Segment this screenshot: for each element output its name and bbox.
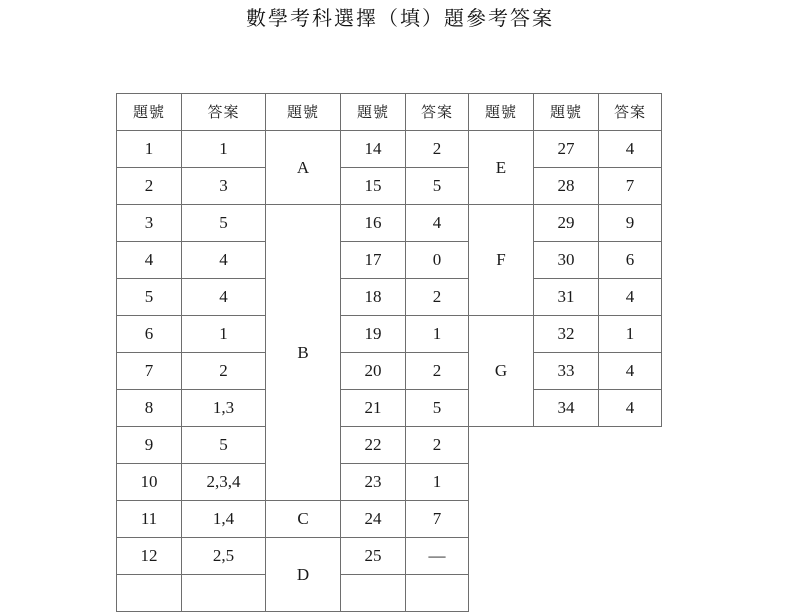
table-row [117,427,662,464]
group-label-b: B [266,205,341,501]
question-number: 25 [341,538,406,575]
answer-value [406,575,469,612]
question-number: 15 [341,168,406,205]
answer-value: 1,3 [182,390,266,427]
question-number [117,575,182,612]
header-answer: 答案 [182,94,266,131]
empty-area [469,464,662,501]
question-number: 2 [117,168,182,205]
answer-value: 4 [406,205,469,242]
answer-value: 2 [406,131,469,168]
group-label-c: C [266,501,341,538]
question-number: 9 [117,427,182,464]
page-title: 數學考科選擇（填）題參考答案 [246,6,554,30]
group-label-f: F [469,205,534,316]
answer-value: 2,5 [182,538,266,575]
table-row [117,464,662,501]
question-number: 30 [534,242,599,279]
question-number: 16 [341,205,406,242]
header-answer: 答案 [599,94,662,131]
question-number: 17 [341,242,406,279]
empty-area [469,427,662,464]
table-row [117,242,662,279]
answer-value: 1 [182,316,266,353]
answer-value [182,575,266,612]
empty-area [469,501,662,538]
answer-value: 2 [406,427,469,464]
question-number: 27 [534,131,599,168]
empty-area [469,575,662,612]
answer-value: 6 [599,242,662,279]
table-row [117,316,662,353]
answer-value: 2 [182,353,266,390]
question-number: 31 [534,279,599,316]
answer-value: 2,3,4 [182,464,266,501]
answer-value: 1,4 [182,501,266,538]
question-number: 3 [117,205,182,242]
answer-value: — [406,538,469,575]
question-number: 1 [117,131,182,168]
answer-value: 1 [406,464,469,501]
question-number: 4 [117,242,182,279]
question-number: 33 [534,353,599,390]
question-number: 12 [117,538,182,575]
answer-value: 2 [406,279,469,316]
question-number: 7 [117,353,182,390]
table-row [117,205,662,242]
answer-value: 9 [599,205,662,242]
question-number: 21 [341,390,406,427]
header-answer: 答案 [406,94,469,131]
table-row [117,353,662,390]
answer-value: 7 [406,501,469,538]
question-number: 6 [117,316,182,353]
question-number: 11 [117,501,182,538]
question-number: 10 [117,464,182,501]
question-number: 5 [117,279,182,316]
answer-value: 4 [599,279,662,316]
question-number: 24 [341,501,406,538]
answer-value: 5 [406,168,469,205]
question-number: 22 [341,427,406,464]
answer-value: 1 [599,316,662,353]
group-label-a: A [266,131,341,205]
table-row [117,538,662,575]
header-question-number: 題號 [534,94,599,131]
question-number: 28 [534,168,599,205]
table-row [117,501,662,538]
answer-value: 4 [599,390,662,427]
answer-value: 3 [182,168,266,205]
table-row [117,168,662,205]
question-number [341,575,406,612]
question-number: 20 [341,353,406,390]
question-number: 34 [534,390,599,427]
table-row [117,131,662,168]
answer-value: 5 [182,427,266,464]
question-number: 8 [117,390,182,427]
answer-value: 0 [406,242,469,279]
question-number: 23 [341,464,406,501]
question-number: 14 [341,131,406,168]
answer-value: 7 [599,168,662,205]
answer-table [116,93,662,612]
answer-value: 4 [599,131,662,168]
question-number: 32 [534,316,599,353]
empty-area [469,538,662,575]
answer-value: 1 [406,316,469,353]
answer-value: 1 [182,131,266,168]
table-row [117,279,662,316]
question-number: 19 [341,316,406,353]
header-group-number: 題號 [469,94,534,131]
header-question-number: 題號 [117,94,182,131]
answer-value: 4 [599,353,662,390]
question-number: 29 [534,205,599,242]
header-group-number: 題號 [266,94,341,131]
answer-value: 5 [406,390,469,427]
group-label-e: E [469,131,534,205]
group-label-g: G [469,316,534,427]
group-label-d: D [266,538,341,612]
table-row [117,390,662,427]
header-row [117,94,662,131]
answer-value: 5 [182,205,266,242]
answer-value: 4 [182,242,266,279]
answer-value: 2 [406,353,469,390]
header-question-number: 題號 [341,94,406,131]
table-row [117,575,662,612]
question-number: 18 [341,279,406,316]
answer-value: 4 [182,279,266,316]
